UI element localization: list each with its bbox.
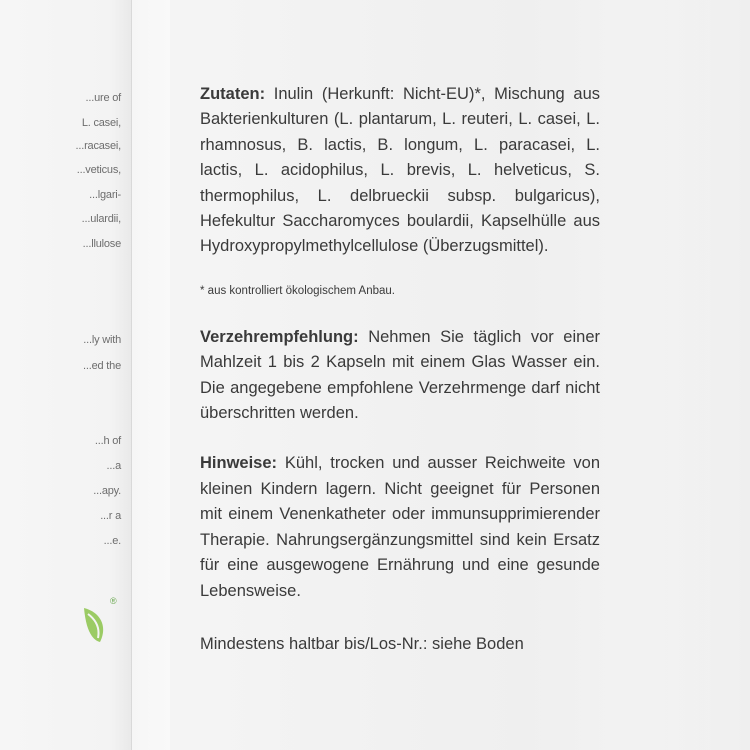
bottle-right-shading — [620, 0, 750, 750]
notes-text: Kühl, trocken und ausser Reichweite von kleinen Kindern lagern. Nicht geeignet für Personen mit einem Venenkatheter oder immunsupprimierender Therapie. Nahrungsergänzungsmittel sind kein Ersatz für eine ausgewogene Ernährung und eine gesunde Lebensweise. — [200, 454, 601, 600]
strip-line: ...llulose — [82, 238, 121, 250]
partial-side-label — [0, 0, 132, 750]
ingredients-section — [200, 82, 600, 260]
strip-line: ...apy. — [93, 485, 121, 497]
strip-line: ...r a — [100, 510, 121, 522]
ingredients-heading: Zutaten: — [200, 85, 266, 103]
best-before-line: Mindestens haltbar bis/Los-Nr.: siehe Boden — [200, 634, 524, 653]
strip-line: ...h of — [94, 435, 121, 447]
ingredients-text: Inulin (Herkunft: Nicht-EU)*, Mischung aus Bakterienkulturen (L. plantarum, L. reuteri, L. casei, L. rhamnosus, B. lactis, B. longum, L. paracasei, L. lactis, L. acidophilus, L. brevis, L. helveticus, S. thermophilus, L. delbrueckii subsp. bulgaricus), Hefekultur Saccharomyces boulardii, Kapselhülle aus Hydroxypropylmethylcellulose (Überzugsmittel). — [200, 85, 600, 256]
strip-line: ...ly with — [83, 334, 121, 346]
product-label-text — [200, 82, 600, 682]
strip-line: ...a — [106, 460, 121, 472]
ingredients-footnote: * aus kontrolliert ökologischem Anbau. — [200, 284, 395, 297]
usage-section — [200, 325, 600, 427]
leaf-logo-icon — [82, 600, 110, 646]
notes-heading: Hinweise: — [200, 454, 278, 473]
strip-line: ...ure of — [85, 92, 121, 104]
strip-line: ...lgari- — [89, 189, 121, 201]
registered-mark: ® — [110, 596, 117, 606]
strip-line: ...racasei, — [75, 140, 121, 152]
usage-text: Nehmen Sie täglich vor einer Mahlzeit 1 bis 2 Kapseln mit einem Glas Wasser ein. Die angegebene empfohlene Verzehrmenge darf nicht überschritten werden. — [200, 327, 600, 423]
strip-line: ...veticus, — [76, 164, 121, 176]
strip-line: ...ulardii, — [81, 213, 121, 225]
notes-section — [200, 451, 600, 603]
strip-line: ...e. — [103, 535, 121, 547]
strip-line: L. casei, — [81, 117, 121, 129]
usage-heading: Verzehrempfehlung: — [200, 327, 359, 346]
strip-line: ...ed the — [83, 360, 121, 372]
